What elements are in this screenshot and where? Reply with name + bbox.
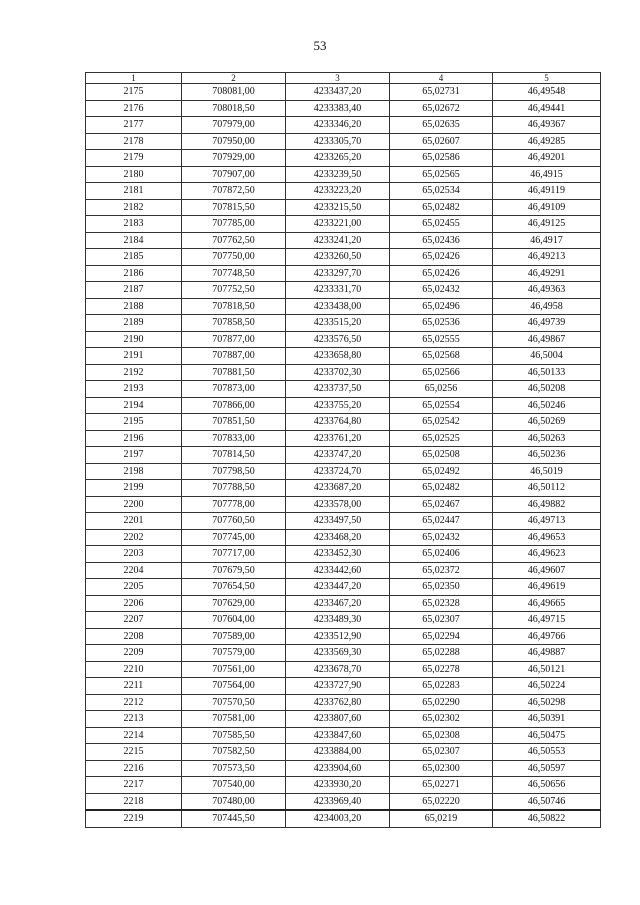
table-cell: 2177 [86,117,182,134]
table-cell: 65,02554 [390,397,493,414]
table-cell: 4233724,70 [286,463,390,480]
table-cell: 4233346,20 [286,117,390,134]
table-cell: 46,50121 [493,661,601,678]
table-cell: 707798,50 [182,463,286,480]
table-row [86,166,601,183]
table-cell: 46,49109 [493,199,601,216]
table-row [86,430,601,447]
table-cell: 65,02271 [390,777,493,794]
table-cell: 46,4958 [493,298,601,315]
table-cell: 4233447,20 [286,579,390,596]
table-cell: 65,02536 [390,315,493,332]
table-row [86,694,601,711]
table-cell: 2198 [86,463,182,480]
table-cell: 707907,00 [182,166,286,183]
table-cell: 2186 [86,265,182,282]
table-cell: 707762,50 [182,232,286,249]
table-cell: 4233904,60 [286,760,390,777]
table-cell: 46,50746 [493,793,601,810]
table-cell: 65,02482 [390,199,493,216]
table-cell: 707866,00 [182,397,286,414]
table-cell: 4233512,90 [286,628,390,645]
table-cell: 65,02294 [390,628,493,645]
table-cell: 4233930,20 [286,777,390,794]
table-cell: 4233437,20 [286,84,390,101]
table-cell: 65,02534 [390,183,493,200]
table-row [86,216,601,233]
table-cell: 707748,50 [182,265,286,282]
table-cell: 46,50224 [493,678,601,695]
table-row [86,645,601,662]
table-cell: 2189 [86,315,182,332]
table-row [86,612,601,629]
table-cell: 4233969,40 [286,793,390,810]
table-body [86,84,601,828]
column-header: 2 [182,73,286,84]
table-cell: 707818,50 [182,298,286,315]
table-cell: 2190 [86,331,182,348]
table-cell: 46,49766 [493,628,601,645]
table-cell: 46,50133 [493,364,601,381]
table-row [86,150,601,167]
table-cell: 707579,00 [182,645,286,662]
column-header: 5 [493,73,601,84]
table-cell: 4233847,60 [286,727,390,744]
table-cell: 65,02467 [390,496,493,513]
table-cell: 2202 [86,529,182,546]
table-cell: 707873,00 [182,381,286,398]
table-cell: 707585,50 [182,727,286,744]
table-cell: 708081,00 [182,84,286,101]
table-row [86,298,601,315]
table-cell: 4233755,20 [286,397,390,414]
table-cell: 4233727,90 [286,678,390,695]
table-row [86,496,601,513]
table-row [86,364,601,381]
table-cell: 65,02565 [390,166,493,183]
table-cell: 2187 [86,282,182,299]
table-cell: 65,02731 [390,84,493,101]
table-cell: 2217 [86,777,182,794]
table-cell: 2191 [86,348,182,365]
table-cell: 707570,50 [182,694,286,711]
table-cell: 65,0219 [390,810,493,827]
table-cell: 46,50246 [493,397,601,414]
table-cell: 65,02278 [390,661,493,678]
table-cell: 2216 [86,760,182,777]
table-cell: 4233702,30 [286,364,390,381]
table-cell: 65,02525 [390,430,493,447]
table-cell: 65,02350 [390,579,493,596]
table-row [86,579,601,596]
table-row [86,661,601,678]
table-cell: 4233239,50 [286,166,390,183]
table-cell: 46,49653 [493,529,601,546]
table-cell: 2182 [86,199,182,216]
table-cell: 2175 [86,84,182,101]
table-cell: 65,02586 [390,150,493,167]
table-cell: 4233331,70 [286,282,390,299]
table-cell: 46,49367 [493,117,601,134]
table-cell: 65,02328 [390,595,493,612]
table-cell: 4233678,70 [286,661,390,678]
table-cell: 46,49291 [493,265,601,282]
table-cell: 46,50597 [493,760,601,777]
table-row [86,183,601,200]
table-cell: 65,02432 [390,529,493,546]
table-row [86,100,601,117]
table-cell: 46,49607 [493,562,601,579]
table-cell: 46,49213 [493,249,601,266]
table-cell: 2195 [86,414,182,431]
table-cell: 2211 [86,678,182,695]
table-cell: 707887,00 [182,348,286,365]
table-cell: 2194 [86,397,182,414]
table-cell: 4233576,50 [286,331,390,348]
table-cell: 2183 [86,216,182,233]
table-cell: 2206 [86,595,182,612]
table-cell: 46,49867 [493,331,601,348]
table-cell: 65,02492 [390,463,493,480]
table-row [86,777,601,794]
table-cell: 46,49715 [493,612,601,629]
table-cell: 65,02566 [390,364,493,381]
table-cell: 46,4915 [493,166,601,183]
table-cell: 46,50112 [493,480,601,497]
table-cell: 4233761,20 [286,430,390,447]
table-cell: 707814,50 [182,447,286,464]
table-cell: 46,50656 [493,777,601,794]
table-cell: 46,50475 [493,727,601,744]
coordinates-table [85,72,601,828]
table-row [86,117,601,134]
table-cell: 4233747,20 [286,447,390,464]
table-cell: 65,02482 [390,480,493,497]
table-cell: 46,49363 [493,282,601,299]
table-row [86,562,601,579]
table-cell: 65,02672 [390,100,493,117]
table-row [86,348,601,365]
table-cell: 707582,50 [182,744,286,761]
table-cell: 707540,00 [182,777,286,794]
table-cell: 65,02426 [390,265,493,282]
table-cell: 65,02447 [390,513,493,530]
table-cell: 2219 [86,810,182,827]
table-cell: 46,49887 [493,645,601,662]
table-cell: 707581,00 [182,711,286,728]
table-cell: 4233762,80 [286,694,390,711]
table-cell: 65,02508 [390,447,493,464]
table-cell: 65,02568 [390,348,493,365]
table-cell: 2214 [86,727,182,744]
table-row [86,546,601,563]
table-cell: 46,49623 [493,546,601,563]
table-row [86,463,601,480]
table-cell: 707573,50 [182,760,286,777]
table-cell: 46,49285 [493,133,601,150]
table-cell: 65,02372 [390,562,493,579]
table-row [86,760,601,777]
column-header: 3 [286,73,390,84]
table-row [86,480,601,497]
table-cell: 4233569,30 [286,645,390,662]
table-row [86,727,601,744]
table-cell: 4233438,00 [286,298,390,315]
table-cell: 46,49548 [493,84,601,101]
table-cell: 65,02496 [390,298,493,315]
table-cell: 707480,00 [182,793,286,810]
table-cell: 2207 [86,612,182,629]
table-cell: 46,50263 [493,430,601,447]
table-cell: 46,50208 [493,381,601,398]
table-cell: 2210 [86,661,182,678]
table-cell: 65,02406 [390,546,493,563]
table-cell: 2181 [86,183,182,200]
table-cell: 707745,00 [182,529,286,546]
table-row [86,529,601,546]
table-cell: 4233884,00 [286,744,390,761]
table-cell: 707604,00 [182,612,286,629]
table-cell: 707858,50 [182,315,286,332]
table-cell: 46,49201 [493,150,601,167]
table-cell: 46,49882 [493,496,601,513]
table-row [86,711,601,728]
table-row [86,265,601,282]
table-cell: 2176 [86,100,182,117]
table-cell: 65,02302 [390,711,493,728]
table-cell: 46,50298 [493,694,601,711]
table-cell: 46,49713 [493,513,601,530]
table-cell: 707750,00 [182,249,286,266]
table-cell: 46,49619 [493,579,601,596]
table-cell: 707564,00 [182,678,286,695]
table-row [86,513,601,530]
table-cell: 707445,50 [182,810,286,827]
table-cell: 707833,00 [182,430,286,447]
table-cell: 2205 [86,579,182,596]
table-cell: 65,02542 [390,414,493,431]
table-cell: 2179 [86,150,182,167]
table-cell: 4233467,20 [286,595,390,612]
table-row [86,414,601,431]
table-cell: 65,02635 [390,117,493,134]
table-cell: 707760,50 [182,513,286,530]
table-cell: 4233241,20 [286,232,390,249]
table-cell: 65,02288 [390,645,493,662]
table-cell: 65,02220 [390,793,493,810]
table-cell: 707561,00 [182,661,286,678]
table-cell: 65,02432 [390,282,493,299]
table-cell: 2180 [86,166,182,183]
page-number: 53 [313,38,327,53]
table-row [86,133,601,150]
table-row [86,84,601,101]
table-row [86,447,601,464]
table-cell: 4233215,50 [286,199,390,216]
table-cell: 4233578,00 [286,496,390,513]
table-row [86,744,601,761]
table-cell: 4234003,20 [286,810,390,827]
table-cell: 707589,00 [182,628,286,645]
table-cell: 4233515,20 [286,315,390,332]
table-cell: 65,02455 [390,216,493,233]
table-cell: 2215 [86,744,182,761]
table-cell: 2200 [86,496,182,513]
table-cell: 707929,00 [182,150,286,167]
column-header: 1 [86,73,182,84]
table-row [86,331,601,348]
table-cell: 707778,00 [182,496,286,513]
table-cell: 707851,50 [182,414,286,431]
table-cell: 4233497,50 [286,513,390,530]
table-row [86,249,601,266]
table-cell: 4233221,00 [286,216,390,233]
table-cell: 2199 [86,480,182,497]
table-cell: 46,50236 [493,447,601,464]
table-cell: 46,49665 [493,595,601,612]
table-cell: 46,50269 [493,414,601,431]
table-cell: 46,49739 [493,315,601,332]
table-cell: 65,02307 [390,744,493,761]
table-cell: 65,0256 [390,381,493,398]
table-cell: 707788,50 [182,480,286,497]
table-cell: 46,49441 [493,100,601,117]
table-cell: 65,02300 [390,760,493,777]
table-cell: 2208 [86,628,182,645]
table-cell: 4233687,20 [286,480,390,497]
table-cell: 46,4917 [493,232,601,249]
table-cell: 46,49119 [493,183,601,200]
table-cell: 707654,50 [182,579,286,596]
table-cell: 65,02436 [390,232,493,249]
table-cell: 2212 [86,694,182,711]
table-cell: 707877,00 [182,331,286,348]
table-cell: 4233452,30 [286,546,390,563]
table-cell: 65,02607 [390,133,493,150]
table-cell: 4233807,60 [286,711,390,728]
table-cell: 4233265,20 [286,150,390,167]
table-cell: 4233305,70 [286,133,390,150]
table-cell: 707881,50 [182,364,286,381]
table-row [86,199,601,216]
table-cell: 707979,00 [182,117,286,134]
table-cell: 708018,50 [182,100,286,117]
table-row [86,381,601,398]
table-cell: 4233468,20 [286,529,390,546]
table-cell: 65,02307 [390,612,493,629]
table-cell: 2196 [86,430,182,447]
table-header-row [86,73,601,84]
table-cell: 2209 [86,645,182,662]
table-cell: 2201 [86,513,182,530]
table-row [86,397,601,414]
table-cell: 707629,00 [182,595,286,612]
table-cell: 4233260,50 [286,249,390,266]
table-cell: 2197 [86,447,182,464]
table-cell: 707815,50 [182,199,286,216]
table-cell: 707950,00 [182,133,286,150]
table-cell: 4233489,30 [286,612,390,629]
table-cell: 65,02290 [390,694,493,711]
table-cell: 4233383,40 [286,100,390,117]
table-row [86,232,601,249]
table-cell: 4233658,80 [286,348,390,365]
table-cell: 65,02308 [390,727,493,744]
table-cell: 46,50553 [493,744,601,761]
table-cell: 2184 [86,232,182,249]
table-cell: 2213 [86,711,182,728]
table-cell: 707752,50 [182,282,286,299]
table-cell: 2192 [86,364,182,381]
table-cell: 46,50822 [493,810,601,827]
table-row [86,810,601,827]
table-cell: 2185 [86,249,182,266]
column-header: 4 [390,73,493,84]
table-row [86,678,601,695]
table-cell: 46,49125 [493,216,601,233]
table-row [86,282,601,299]
table-cell: 2178 [86,133,182,150]
table-row [86,315,601,332]
table-row [86,628,601,645]
table-cell: 707872,50 [182,183,286,200]
table-cell: 4233223,20 [286,183,390,200]
table-cell: 4233737,50 [286,381,390,398]
table-cell: 707785,00 [182,216,286,233]
table-cell: 2193 [86,381,182,398]
table-cell: 2203 [86,546,182,563]
table-cell: 707679,50 [182,562,286,579]
table-cell: 707717,00 [182,546,286,563]
table-cell: 4233297,70 [286,265,390,282]
table-cell: 65,02426 [390,249,493,266]
table-cell: 4233442,60 [286,562,390,579]
table-cell: 46,5004 [493,348,601,365]
table-cell: 2204 [86,562,182,579]
table-cell: 2218 [86,793,182,810]
table-row [86,595,601,612]
table-cell: 4233764,80 [286,414,390,431]
table-cell: 65,02283 [390,678,493,695]
table-cell: 46,50391 [493,711,601,728]
table-row [86,793,601,810]
table-cell: 65,02555 [390,331,493,348]
table-cell: 2188 [86,298,182,315]
table-cell: 46,5019 [493,463,601,480]
